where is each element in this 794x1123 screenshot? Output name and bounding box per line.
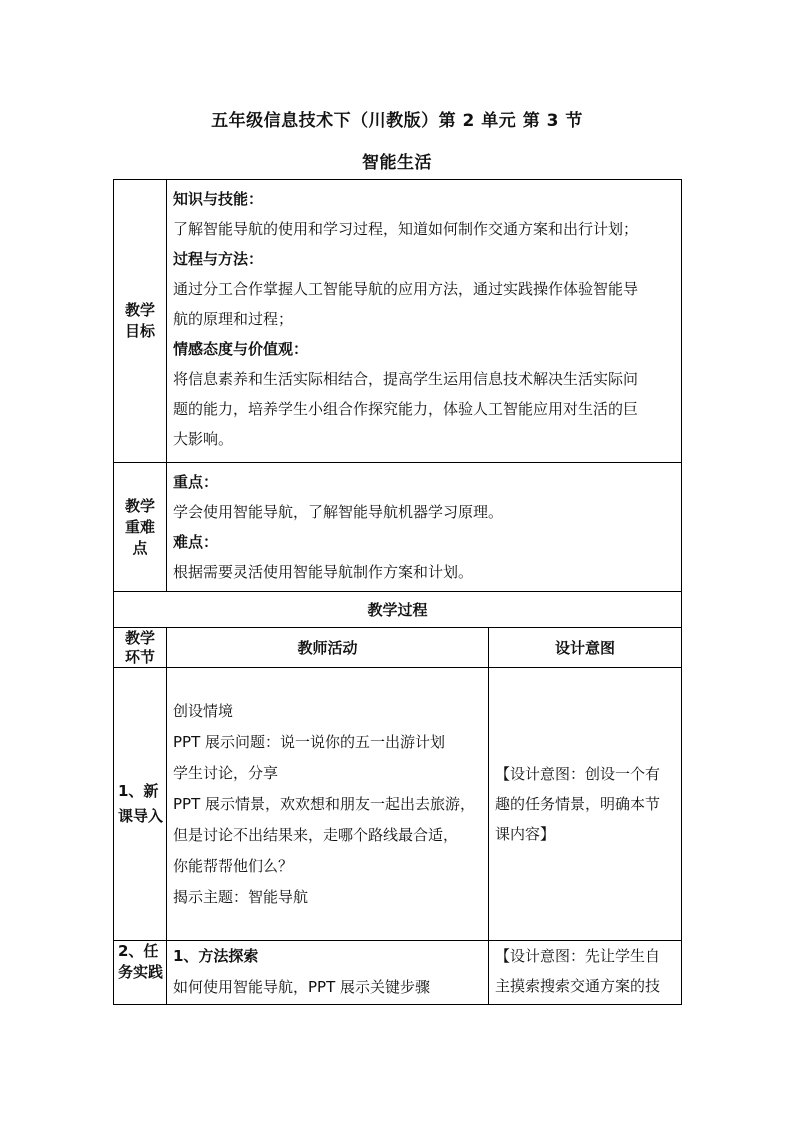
table-row (114, 941, 682, 1005)
activity-line: PPT 展示情景，欢欢想和朋友一起出去旅游， (173, 794, 476, 813)
activity-line: 你能帮帮他们么？ (173, 856, 294, 875)
activity-line: 揭示主题：智能导航 (173, 887, 309, 906)
attitude-text-line: 题的能力，培养学生小组合作探究能力，体验人工智能应用对生活的巨 (173, 400, 639, 418)
activity-line: PPT 展示问题：说一说你的五一出游计划 (173, 732, 446, 751)
column-header-intent: 设计意图 (489, 628, 682, 668)
key-points-row (114, 463, 682, 592)
process-column-headers (114, 628, 682, 668)
objectives-label: 教学目标 (114, 180, 167, 463)
difficult-text: 根据需要灵活使用智能导航制作方案和计划。 (173, 563, 474, 581)
attitude-text-line: 大影响。 (173, 430, 234, 448)
design-intent-cell: 【设计意图：创设一个有趣的任务情景，明确本节课内容】 (489, 668, 682, 941)
document-title: 五年级信息技术下（川教版）第 2 单元 第 3 节 (211, 111, 583, 131)
knowledge-heading: 知识与技能： (173, 190, 264, 208)
activity-line: 1、方法探索 (173, 947, 259, 965)
stage-label: 1、新课导入 (114, 668, 167, 941)
column-header-teacher: 教师活动 (167, 628, 489, 668)
key-heading: 重点： (173, 473, 219, 491)
objectives-row (114, 180, 682, 463)
key-text: 学会使用智能导航，了解智能导航机器学习原理。 (173, 503, 504, 521)
activity-line: 创设情境 (173, 701, 234, 720)
knowledge-text: 了解智能导航的使用和学习过程，知道如何制作交通方案和出行计划； (173, 220, 639, 238)
teacher-activity-cell (167, 941, 489, 1005)
teacher-activity-cell (167, 668, 489, 941)
objectives-content (167, 180, 682, 463)
activity-line: 但是讨论不出结果来，走哪个路线最合适， (173, 825, 459, 844)
key-points-content (167, 463, 682, 592)
document-subtitle: 智能生活 (362, 153, 432, 173)
activity-line: 如何使用智能导航，PPT 展示关键步骤 (173, 978, 431, 996)
process-heading-row (114, 592, 682, 628)
process-heading: 教学过程 (114, 592, 682, 628)
lesson-plan-table (113, 179, 682, 1005)
difficult-heading: 难点： (173, 533, 219, 551)
stage-label: 2、任务实践 (114, 941, 167, 1005)
attitude-text-line: 将信息素养和生活实际相结合，提高学生运用信息技术解决生活实际问 (173, 370, 639, 388)
table-row (114, 668, 682, 941)
key-points-label: 教学重难点 (114, 463, 167, 592)
design-intent-cell: 【设计意图：先让学生自主摸索搜索交通方案的技 (489, 941, 682, 1005)
process-heading: 过程与方法： (173, 250, 264, 268)
attitude-heading: 情感态度与价值观： (173, 340, 309, 358)
process-text-line: 航的原理和过程； (173, 310, 294, 328)
activity-line: 学生讨论，分享 (173, 763, 279, 782)
process-text-line: 通过分工合作掌握人工智能导航的应用方法，通过实践操作体验智能导 (173, 280, 639, 298)
column-header-stage: 教学环节 (114, 628, 167, 668)
